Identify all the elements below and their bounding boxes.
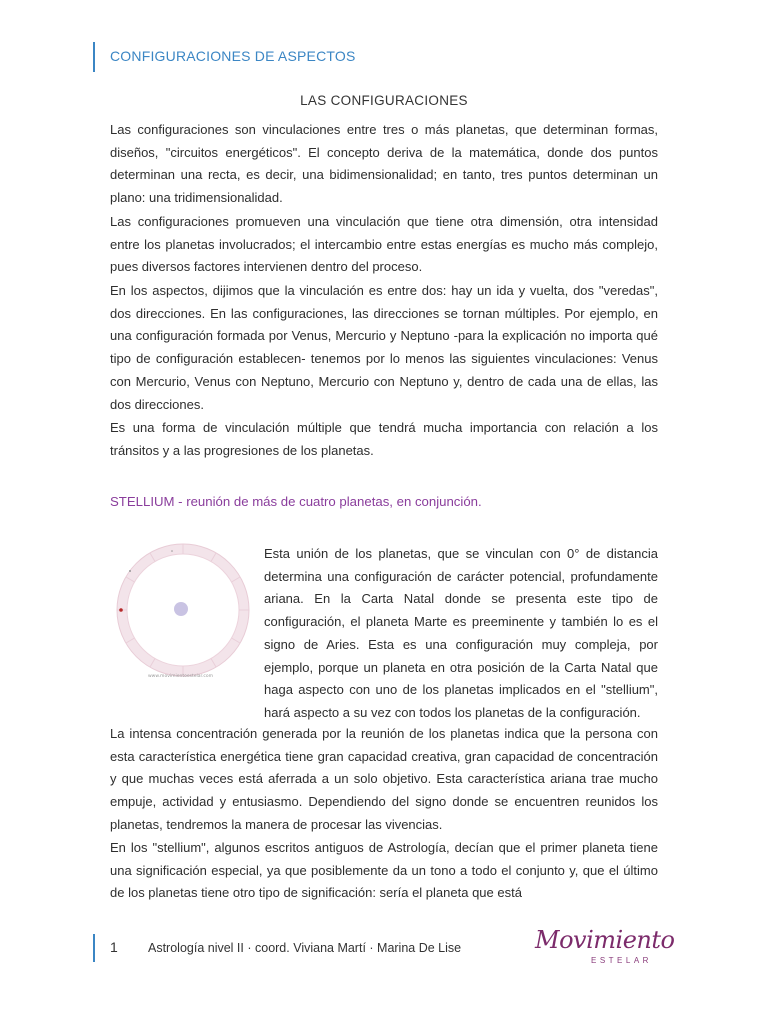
zodiac-wheel-image (110, 540, 256, 686)
brand-logo (535, 926, 675, 972)
wheel-caption: www.movimientoestelar.com (148, 674, 214, 679)
page-title: LAS CONFIGURACIONES (300, 93, 468, 108)
planet-marker (119, 608, 123, 612)
paragraph-4: Es una forma de vinculación múltiple que tendrá mucha importancia con relación a los tránsitos y a las progresiones de los planetas. (110, 420, 658, 458)
paragraph-5: La intensa concentración generada por la reunión de los planetas indica que la persona con esta característica energética tiene gran capacidad creativa, gran capacidad de concentración y que muchas veces está aferrada a un solo objetivo. Esta característica ariana trae mucho empuje, actividad y entusiasmo. Dependiendo del signo donde se encuentren reunidos los planetas, tendremos la manera de procesar las vivencias. (110, 726, 658, 832)
logo-subtitle: ESTELAR (591, 956, 652, 965)
paragraph-3: En los aspectos, dijimos que la vinculación es entre dos: hay un ida y vuelta, dos "veredas", dos direcciones. En las configuraciones, las direcciones se tornan múltiples. Por ejemplo, en una configuración formada por Venus, Mercurio y Neptuno -para la explicación no importa qué tipo de configuración establecen- tenemos por lo menos las siguientes vinculaciones: Venus con Mercurio, Venus con Neptuno, Mercurio con Neptuno y, dentro de cada una de ellas, las dos direcciones. (110, 283, 658, 412)
header-accent-bar (93, 42, 95, 72)
footer-accent-bar (93, 934, 95, 962)
center-planet-dot (174, 602, 188, 616)
page-number: 1 (110, 939, 118, 955)
header-title: CONFIGURACIONES DE ASPECTOS (110, 48, 356, 64)
paragraph-1: Las configuraciones son vinculaciones entre tres o más planetas, que determinan formas, diseños, "circuitos energéticos". El concepto deriva de la matemática, donde dos puntos determinan una recta, es decir, una bidimensionalidad; en tanto, tres puntos determinan un plano: una tridimensionalidad. (110, 122, 658, 206)
footer-text: Astrología nivel II · coord. Viviana Martí · Marina De Lise (148, 941, 462, 955)
section-subheading: STELLIUM - reunión de más de cuatro planetas, en conjunción. (110, 494, 482, 509)
wrap-paragraph: Esta unión de los planetas, que se vinculan con 0° de distancia determina una configuración de carácter potencial, profundamente ariana. En la Carta Natal donde se presenta este tipo de configuración, el planeta Marte es preeminente y también lo es el signo de Aries. Esta es una configuración muy compleja, por ejemplo, porque un planeta en otra posición de la Carta Natal que haga aspecto con uno de los planetas implicados en el "stellium", hará aspecto a su vez con todos los planetas de la configuración. (264, 546, 658, 720)
logo-script: Movimiento (535, 926, 675, 954)
paragraph-6: En los "stellium", algunos escritos antiguos de Astrología, decían que el primer planeta tiene una significación especial, ya que posiblemente da un tono a todo el conjunto y, que el último de los planetas tiene otro tipo de significación: sería el planeta que está (110, 840, 658, 901)
paragraph-2: Las configuraciones promueven una vinculación que tiene otra dimensión, otra intensidad entre los planetas involucrados; el intercambio entre estas energías es mucho más complejo, pues diversos factores intervienen dentro del proceso. (110, 214, 658, 275)
